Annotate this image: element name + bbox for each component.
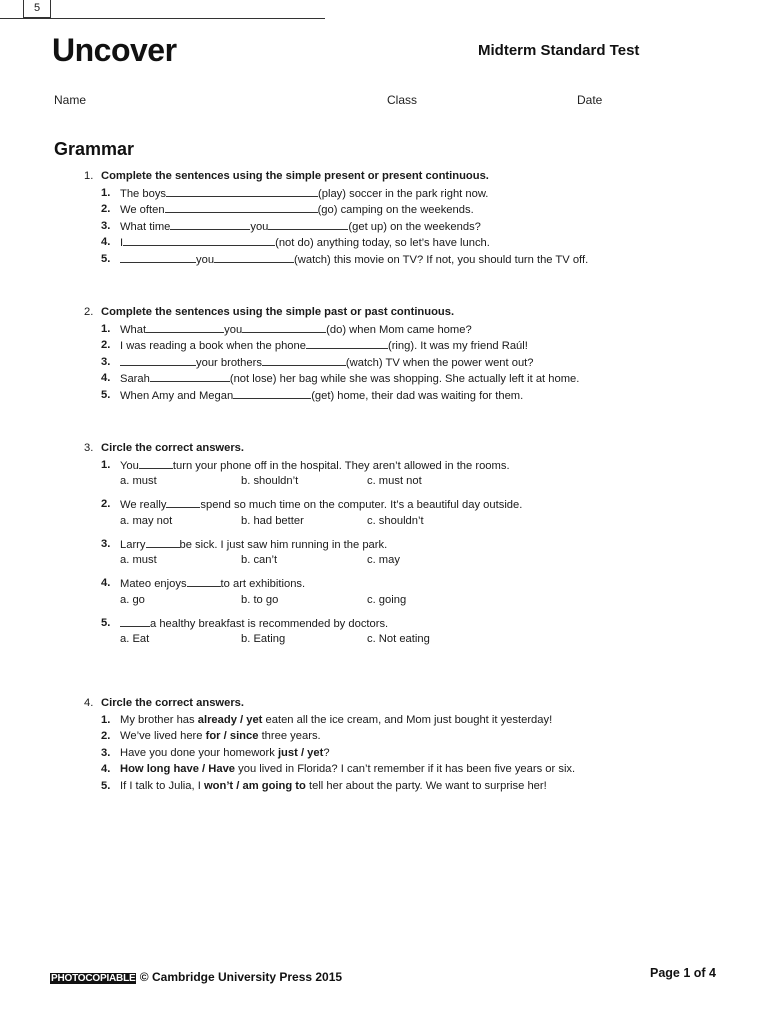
answer-blank	[146, 536, 180, 548]
list-item	[84, 354, 744, 371]
option-a[interactable]: a. may not	[120, 514, 173, 527]
answer-choice[interactable]: just / yet	[277, 746, 324, 759]
item-text: (watch) TV when the power went out?	[345, 356, 534, 369]
item-text: be sick. I just saw him running in the park.	[179, 538, 388, 551]
answer-options	[84, 513, 744, 529]
item-text: a healthy breakfast is recommended by doctors.	[150, 617, 389, 630]
item-text: (go) camping on the weekends.	[317, 204, 474, 217]
exercise-number: 1.	[84, 170, 94, 182]
list-item	[84, 387, 744, 404]
item-number: 4.	[101, 372, 111, 385]
item-text: ?	[323, 746, 330, 759]
question-item	[84, 575, 744, 608]
exercise-number: 2.	[84, 306, 94, 318]
item-text: you lived in Florida? I can’t remember if it has been five years or six.	[235, 763, 576, 776]
section-title: Grammar	[54, 139, 135, 159]
item-number: 1.	[101, 458, 111, 471]
item-text: We often	[120, 204, 165, 217]
item-text: you	[224, 323, 243, 336]
list-item	[84, 778, 744, 795]
answer-options	[84, 592, 744, 608]
answer-blank[interactable]	[150, 370, 230, 382]
list-item	[84, 337, 744, 354]
item-number: 1.	[101, 713, 111, 726]
option-b[interactable]: b. to go	[241, 593, 279, 606]
test-title: Midterm Standard Test	[478, 42, 640, 59]
item-number: 4.	[101, 577, 111, 590]
item-number: 2.	[101, 498, 111, 511]
item-text: What	[120, 323, 147, 336]
item-text: What time	[120, 220, 171, 233]
option-c[interactable]: c. going	[367, 593, 407, 606]
item-text: Sarah	[120, 373, 150, 386]
item-number: 3.	[101, 355, 111, 368]
option-a[interactable]: a. must	[120, 554, 157, 567]
photocopiable-stamp: PHOTOCOPIABLE	[51, 973, 136, 984]
item-text: you	[196, 253, 215, 266]
item-number: 2.	[101, 730, 111, 743]
exercise-2	[84, 304, 744, 403]
item-text: We’ve lived here	[120, 730, 206, 743]
answer-blank[interactable]	[170, 218, 250, 230]
list-item	[84, 712, 744, 729]
item-text: (play) soccer in the park right now.	[318, 187, 489, 200]
item-text: Have you done your homework	[120, 746, 278, 759]
instruction-text: Circle the correct answers.	[101, 442, 245, 454]
instruction-text: Complete the sentences using the simple past or past continuous.	[101, 306, 455, 318]
item-text: (not lose) her bag while she was shopping. She actually left it at home.	[229, 373, 580, 386]
list-item	[84, 745, 744, 762]
answer-choice[interactable]: for / since	[205, 730, 259, 743]
answer-blank	[139, 457, 173, 469]
item-number: 5.	[101, 388, 111, 401]
list-item	[84, 218, 744, 235]
list-item	[84, 761, 744, 778]
item-text: to art exhibitions.	[220, 578, 306, 591]
copyright-text: © Cambridge University Press 2015	[139, 970, 343, 984]
answer-choice[interactable]: already / yet	[197, 713, 263, 726]
exercise-number: 3.	[84, 442, 94, 454]
option-b[interactable]: b. had better	[241, 514, 304, 527]
question-item	[84, 496, 744, 529]
option-b[interactable]: b. can’t	[241, 554, 278, 567]
item-number: 4.	[101, 236, 111, 249]
item-text: I	[120, 237, 124, 250]
answer-blank[interactable]	[146, 321, 224, 333]
item-text: We really	[120, 499, 167, 512]
option-c[interactable]: c. must not	[367, 475, 422, 488]
date-label: Date	[577, 93, 603, 107]
item-text: (not do) anything today, so let’s have lunch.	[275, 237, 490, 250]
item-text: The boys	[120, 187, 167, 200]
answer-blank[interactable]	[262, 354, 346, 366]
item-text: (watch) this movie on TV? If not, you should turn the TV off.	[294, 253, 589, 266]
answer-blank[interactable]	[120, 354, 196, 366]
answer-blank[interactable]	[306, 337, 388, 349]
list-item	[84, 201, 744, 218]
item-text: you	[250, 220, 269, 233]
answer-blank[interactable]	[165, 201, 318, 213]
option-a[interactable]: a. Eat	[120, 633, 150, 646]
list-item	[84, 251, 744, 268]
footer-copyright	[50, 970, 342, 984]
question-item	[84, 457, 744, 490]
item-number: 5.	[101, 779, 111, 792]
answer-blank	[166, 496, 200, 508]
option-c[interactable]: c. Not eating	[367, 633, 430, 646]
item-number: 3.	[101, 219, 111, 232]
item-text: I was reading a book when the phone	[120, 340, 306, 353]
exercise-3	[84, 440, 744, 654]
option-a[interactable]: a. must	[120, 475, 157, 488]
instruction-text: Circle the correct answers.	[101, 697, 245, 709]
item-number: 3.	[101, 746, 111, 759]
exercise-instruction	[84, 168, 744, 185]
item-number: 4.	[101, 763, 111, 776]
question-text	[84, 575, 744, 592]
item-text: eaten all the ice cream, and Mom just bought it yesterday!	[262, 713, 553, 726]
answer-options	[84, 473, 744, 489]
question-item	[84, 615, 744, 648]
item-text: Mateo enjoys	[120, 578, 187, 591]
question-text	[84, 496, 744, 513]
item-number: 2.	[101, 203, 111, 216]
item-text: spend so much time on the computer. It’s a beautiful day outside.	[200, 499, 523, 512]
answer-options	[84, 552, 744, 568]
exercise-instruction	[84, 695, 744, 712]
answer-choice[interactable]: How long have / Have	[120, 763, 236, 776]
item-text: (get) home, their dad was waiting for them.	[311, 389, 524, 402]
class-label: Class	[387, 93, 418, 107]
answer-blank[interactable]	[120, 251, 196, 263]
list-item	[84, 185, 744, 202]
item-text: You	[120, 459, 139, 472]
page-indicator: Page 1 of 4	[650, 966, 716, 980]
item-text: turn your phone off in the hospital. They aren’t allowed in the rooms.	[172, 459, 510, 472]
item-text: My brother has	[120, 713, 198, 726]
option-b[interactable]: b. shouldn’t	[241, 475, 299, 488]
item-text: (get up) on the weekends?	[348, 220, 481, 233]
question-text	[84, 536, 744, 553]
item-text: Larry	[120, 538, 146, 551]
item-text: your brothers	[196, 356, 262, 369]
exercise-instruction	[84, 440, 744, 457]
item-text: three years.	[258, 730, 321, 743]
item-text: (do) when Mom came home?	[326, 323, 472, 336]
item-number: 1.	[101, 322, 111, 335]
option-a[interactable]: a. go	[120, 593, 145, 606]
answer-blank[interactable]	[268, 218, 348, 230]
option-c[interactable]: c. may	[367, 554, 400, 567]
option-c[interactable]: c. shouldn’t	[367, 514, 424, 527]
item-number: 5.	[101, 616, 111, 629]
exercise-number: 4.	[84, 697, 94, 709]
option-b[interactable]: b. Eating	[241, 633, 286, 646]
item-text: When Amy and Megan	[120, 389, 234, 402]
answer-blank[interactable]	[214, 251, 294, 263]
page-number-box: 5	[23, 0, 51, 18]
instruction-text: Complete the sentences using the simple present or present continuous.	[101, 170, 489, 182]
list-item	[84, 728, 744, 745]
answer-blank[interactable]	[233, 387, 311, 399]
answer-blank	[120, 615, 150, 627]
question-text	[84, 457, 744, 474]
answer-blank[interactable]	[123, 234, 275, 246]
item-text: (ring). It was my friend Raúl!	[387, 340, 528, 353]
answer-options	[84, 631, 744, 647]
item-text: If I talk to Julia, I	[120, 779, 204, 792]
item-number: 1.	[101, 186, 111, 199]
answer-blank[interactable]	[166, 185, 318, 197]
question-item	[84, 536, 744, 569]
item-number: 5.	[101, 252, 111, 265]
item-number: 2.	[101, 339, 111, 352]
answer-blank	[187, 575, 221, 587]
exercise-4	[84, 695, 744, 794]
item-text: tell her about the party. We want to surprise her!	[305, 779, 547, 792]
exercise-1	[84, 168, 744, 267]
list-item	[84, 370, 744, 387]
answer-blank[interactable]	[242, 321, 326, 333]
question-text	[84, 615, 744, 632]
answer-choice[interactable]: won’t / am going to	[203, 779, 306, 792]
list-item	[84, 234, 744, 251]
brand-logo: Uncover	[52, 32, 177, 68]
name-label: Name	[54, 93, 87, 107]
item-number: 3.	[101, 537, 111, 550]
exercise-instruction	[84, 304, 744, 321]
list-item	[84, 321, 744, 338]
